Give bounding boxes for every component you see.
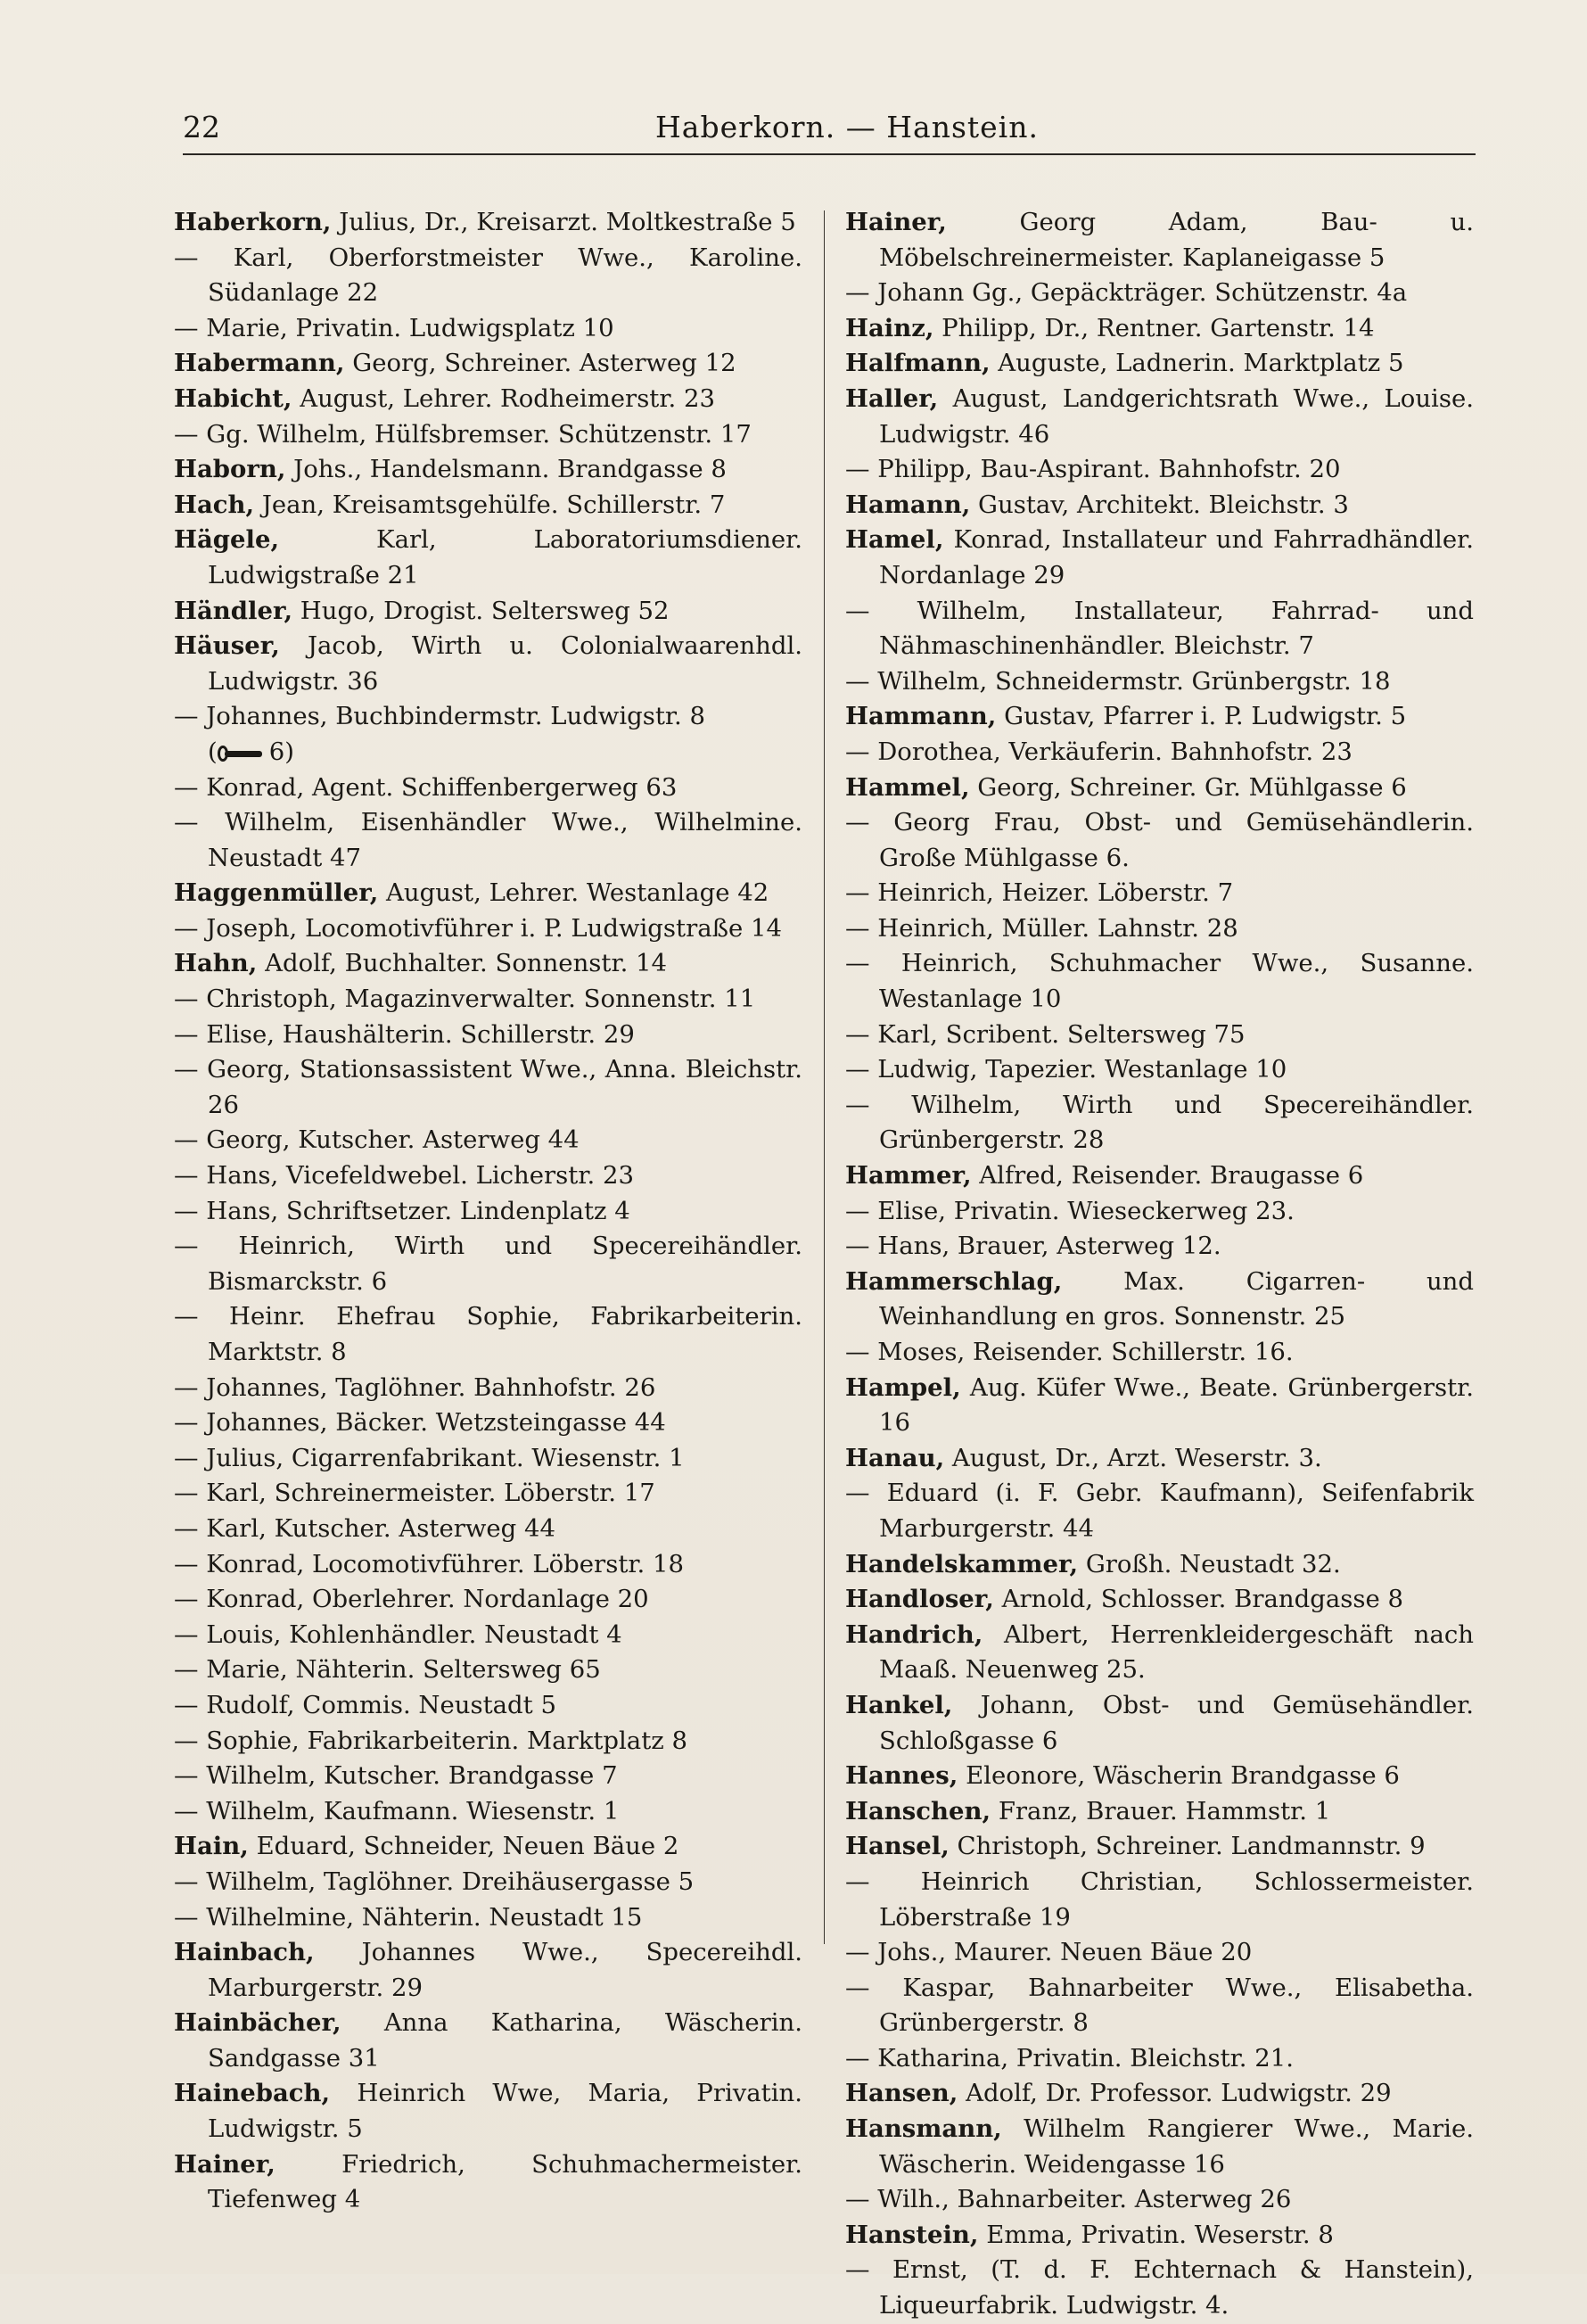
entry-details: — Johannes, Bäcker. Wetzsteingasse 44 bbox=[174, 1408, 666, 1438]
entry-details: — Ernst, (T. d. F. Echternach & Hanstein), Liqueurfabrik. Ludwigstr. 4. bbox=[845, 2255, 1474, 2320]
entry-surname: Hammel, bbox=[845, 772, 970, 802]
entry-details: August, Landgerichtsrath Wwe., Louise. Ludwigstr. 46 bbox=[879, 383, 1474, 449]
entry-surname: Hansel, bbox=[845, 1832, 950, 1861]
entry-details: — Marie, Privatin. Ludwigsplatz 10 bbox=[174, 313, 614, 342]
directory-entry bbox=[174, 241, 802, 311]
entry-details: Johs., Handelsmann. Brandgasse 8 bbox=[285, 455, 727, 484]
entry-details: — Moses, Reisender. Schillerstr. 16. bbox=[845, 1338, 1294, 1366]
directory-entry bbox=[174, 982, 802, 1018]
entry-details: — Elise, Haushälterin. Schillerstr. 29 bbox=[174, 1019, 635, 1049]
directory-entry bbox=[174, 1618, 802, 1653]
entry-surname: Haborn, bbox=[174, 455, 286, 484]
entry-details: Gustav, Architekt. Bleichstr. 3 bbox=[970, 490, 1349, 519]
directory-entry bbox=[174, 805, 802, 876]
entry-surname: Hannes, bbox=[845, 1761, 958, 1791]
directory-entry bbox=[845, 1618, 1474, 1688]
entry-details: Adolf, Buchhalter. Sonnenstr. 14 bbox=[257, 949, 668, 978]
directory-entry bbox=[174, 1900, 802, 1936]
entry-details: — Johann Gg., Gepäckträger. Schützenstr. 4a bbox=[845, 278, 1408, 308]
entry-surname: Hanau, bbox=[845, 1443, 945, 1472]
directory-entry bbox=[845, 1052, 1474, 1088]
directory-entry bbox=[845, 1688, 1474, 1759]
directory-entry bbox=[174, 523, 802, 593]
directory-entry bbox=[845, 805, 1474, 876]
directory-entry bbox=[845, 1018, 1474, 1053]
entry-details: Gustav, Pfarrer i. P. Ludwigstr. 5 bbox=[996, 702, 1407, 731]
page-number: 22 bbox=[183, 110, 220, 144]
directory-entry bbox=[174, 382, 802, 417]
entry-details: — Sophie, Fabrikarbeiterin. Marktplatz 8 bbox=[174, 1726, 687, 1755]
entry-details: — Karl, Schreinermeister. Löberstr. 17 bbox=[174, 1479, 655, 1508]
directory-entry bbox=[174, 1724, 802, 1759]
entry-surname: Hainbächer, bbox=[174, 2008, 341, 2038]
entry-details: — Wilhelm, Eisenhändler Wwe., Wilhelmine. Neustadt 47 bbox=[174, 808, 802, 872]
page-header bbox=[183, 103, 1476, 156]
entry-details: — Hans, Schriftsetzer. Lindenplatz 4 bbox=[174, 1196, 630, 1225]
directory-entry bbox=[174, 1018, 802, 1053]
entry-surname: Häuser, bbox=[174, 631, 280, 661]
entry-details: — Katharina, Privatin. Bleichstr. 21. bbox=[845, 2043, 1294, 2073]
entry-surname: Hankel, bbox=[845, 1690, 953, 1719]
entry-surname: Handloser, bbox=[845, 1585, 994, 1614]
entry-details: Julius, Dr., Kreisarzt. Moltkestraße 5 bbox=[331, 208, 796, 236]
directory-entry bbox=[845, 1335, 1474, 1371]
entry-details: August, Lehrer. Westanlage 42 bbox=[378, 878, 769, 908]
entry-details: Philipp, Dr., Rentner. Gartenstr. 14 bbox=[933, 313, 1375, 342]
directory-entry bbox=[845, 876, 1474, 911]
entry-details: — Konrad, Oberlehrer. Nordanlage 20 bbox=[174, 1585, 649, 1614]
entry-details: August, Dr., Arzt. Weserstr. 3. bbox=[944, 1443, 1322, 1472]
entry-surname: Habicht, bbox=[174, 383, 292, 413]
directory-entry bbox=[174, 1582, 802, 1618]
entry-details: Aug. Küfer Wwe., Beate. Grünbergerstr. 16 bbox=[879, 1372, 1474, 1438]
directory-entry bbox=[845, 735, 1474, 771]
entry-details: — Wilhelm, Wirth und Specereihändler. Grünbergerstr. 28 bbox=[845, 1090, 1474, 1155]
entry-surname: Hain, bbox=[174, 1832, 249, 1861]
right-column bbox=[845, 205, 1474, 2324]
directory-entry bbox=[845, 911, 1474, 947]
entry-surname: Hansen, bbox=[845, 2079, 958, 2108]
entry-details: Jean, Kreisamtsgehülfe. Schillerstr. 7 bbox=[254, 490, 726, 519]
directory-entry bbox=[845, 946, 1474, 1017]
directory-entry bbox=[845, 1158, 1474, 1194]
entry-details: — Eduard (i. F. Gebr. Kaufmann), Seifenfabrik Marburgerstr. 44 bbox=[845, 1479, 1474, 1543]
directory-entry: — Johannes, Buchbindermstr. Ludwigstr. 8 ( 6) bbox=[174, 702, 706, 766]
directory-entry bbox=[174, 2147, 802, 2218]
telephone-number: 6) bbox=[268, 737, 294, 766]
directory-entry bbox=[845, 1476, 1474, 1546]
entry-details: — Hans, Brauer, Asterweg 12. bbox=[845, 1232, 1221, 1261]
entry-surname: Hainbach, bbox=[174, 1938, 315, 1967]
entry-surname: Hanschen, bbox=[845, 1796, 991, 1825]
entry-details: — Wilhelm, Kaufmann. Wiesenstr. 1 bbox=[174, 1796, 620, 1825]
entry-details: Wilhelm Rangierer Wwe., Marie. Wäscherin. Weidengasse 16 bbox=[879, 2114, 1474, 2179]
entry-surname: Habermann, bbox=[174, 349, 345, 378]
directory-entry bbox=[174, 2006, 802, 2076]
entry-details: Max. Cigarren- und Weinhandlung en gros. Sonnenstr. 25 bbox=[879, 1266, 1474, 1331]
entry-details: Eduard, Schneider, Neuen Bäue 2 bbox=[248, 1832, 679, 1861]
entry-details: — Elise, Privatin. Wieseckerweg 23. bbox=[845, 1196, 1295, 1225]
entry-surname: Hahn, bbox=[174, 949, 258, 978]
directory-entry bbox=[845, 1759, 1474, 1794]
entry-details: — Christoph, Magazinverwalter. Sonnenstr. 11 bbox=[174, 985, 756, 1014]
running-head: Haberkorn. — Hanstein. bbox=[655, 110, 1039, 144]
directory-entry bbox=[174, 1052, 802, 1123]
directory-entry bbox=[174, 1652, 802, 1688]
directory-entry bbox=[174, 1547, 802, 1583]
directory-entry bbox=[845, 1547, 1474, 1583]
directory-entry bbox=[174, 311, 802, 347]
directory-entry bbox=[174, 594, 802, 630]
directory-entry bbox=[845, 2253, 1474, 2323]
directory-entry bbox=[174, 876, 802, 911]
directory-entry bbox=[174, 1865, 802, 1900]
entry-details: — Heinrich, Müller. Lahnstr. 28 bbox=[845, 913, 1238, 943]
entry-details: Adolf, Dr. Professor. Ludwigstr. 29 bbox=[958, 2079, 1392, 2108]
entry-details: Georg, Schreiner. Gr. Mühlgasse 6 bbox=[969, 772, 1407, 802]
entry-details: — Heinrich Christian, Schlossermeister. Löberstraße 19 bbox=[845, 1867, 1474, 1932]
directory-entry bbox=[174, 1759, 802, 1794]
entry-surname: Hainz, bbox=[845, 313, 934, 342]
directory-entry bbox=[845, 1441, 1474, 1477]
entry-details: — Ludwig, Tapezier. Westanlage 10 bbox=[845, 1055, 1287, 1084]
entry-details: Johannes Wwe., Specereihdl. Marburgerstr. 29 bbox=[208, 1938, 802, 2002]
entry-details: — Karl, Scribent. Seltersweg 75 bbox=[845, 1019, 1246, 1049]
entry-details: — Wilhelm, Taglöhner. Dreihäusergasse 5 bbox=[174, 1867, 695, 1896]
entry-details: Franz, Brauer. Hammstr. 1 bbox=[991, 1796, 1331, 1825]
entry-details: — Rudolf, Commis. Neustadt 5 bbox=[174, 1690, 556, 1719]
directory-entry bbox=[845, 205, 1474, 276]
entry-surname: Hainer, bbox=[845, 208, 947, 236]
entry-details: Alfred, Reisender. Braugasse 6 bbox=[971, 1161, 1364, 1191]
directory-entry bbox=[845, 1794, 1474, 1830]
directory-entry bbox=[174, 1123, 802, 1158]
entry-details: Georg Adam, Bau- u. Möbelschreinermeister. Kaplaneigasse 5 bbox=[879, 208, 1474, 272]
directory-entry bbox=[174, 417, 802, 453]
directory-entry bbox=[174, 346, 802, 382]
directory-entry bbox=[845, 452, 1474, 488]
entry-details: — Georg Frau, Obst- und Gemüsehändlerin. Große Mühlgasse 6. bbox=[845, 808, 1474, 872]
directory-entry bbox=[174, 2076, 802, 2147]
entry-details: — Johs., Maurer. Neuen Bäue 20 bbox=[845, 1938, 1253, 1967]
directory-entry bbox=[845, 2218, 1474, 2254]
entry-details: — Wilhelm, Installateur, Fahrrad- und Nähmaschinenhändler. Bleichstr. 7 bbox=[845, 596, 1474, 661]
directory-entry bbox=[845, 1829, 1474, 1865]
entry-details: — Johannes, Buchbindermstr. Ludwigstr. 8 bbox=[174, 702, 706, 731]
entry-details: — Heinrich, Heizer. Löberstr. 7 bbox=[845, 878, 1234, 908]
directory-entry bbox=[845, 276, 1474, 311]
directory-entry bbox=[845, 664, 1474, 700]
directory-entry bbox=[845, 1088, 1474, 1158]
directory-entry bbox=[174, 1476, 802, 1512]
entry-surname: Hammann, bbox=[845, 702, 997, 731]
telephone-icon bbox=[218, 746, 264, 762]
left-column bbox=[174, 205, 802, 2218]
directory-entry bbox=[174, 1194, 802, 1230]
directory-entry bbox=[174, 488, 802, 523]
directory-entry bbox=[845, 1582, 1474, 1618]
entry-details: — Kaspar, Bahnarbeiter Wwe., Elisabetha. Grünbergerstr. 8 bbox=[845, 1973, 1474, 2038]
entry-details: — Karl, Oberforstmeister Wwe., Karoline. Südanlage 22 bbox=[174, 243, 802, 308]
entry-surname: Haller, bbox=[845, 383, 939, 413]
directory-entry bbox=[174, 911, 802, 947]
entry-details: Anna Katharina, Wäscherin. Sandgasse 31 bbox=[208, 2008, 802, 2073]
directory-entry bbox=[174, 1229, 802, 1299]
entry-details: Friedrich, Schuhmachermeister. Tiefenweg 4 bbox=[208, 2149, 802, 2214]
entry-details: Konrad, Installateur und Fahrradhändler. Nordanlage 29 bbox=[879, 525, 1474, 589]
column-divider bbox=[824, 210, 825, 1944]
entry-details: — Konrad, Agent. Schiffenbergerweg 63 bbox=[174, 772, 678, 802]
entry-details: Emma, Privatin. Weserstr. 8 bbox=[978, 2220, 1334, 2249]
entry-details: Christoph, Schreiner. Landmannstr. 9 bbox=[949, 1832, 1426, 1861]
directory-entry bbox=[174, 452, 802, 488]
entry-surname: Hampel, bbox=[845, 1372, 961, 1402]
entry-surname: Haberkorn, bbox=[174, 208, 332, 236]
directory-entry bbox=[845, 699, 1474, 735]
directory-entry bbox=[845, 346, 1474, 382]
directory-entry bbox=[845, 2076, 1474, 2112]
entry-details: Eleonore, Wäscherin Brandgasse 6 bbox=[958, 1761, 1400, 1791]
entry-surname: Halfmann, bbox=[845, 349, 991, 378]
directory-entry bbox=[174, 1405, 802, 1441]
directory-entry bbox=[174, 1299, 802, 1370]
entry-details: — Wilh., Bahnarbeiter. Asterweg 26 bbox=[845, 2185, 1292, 2214]
entry-surname: Hamann, bbox=[845, 490, 971, 519]
directory-entry bbox=[174, 1688, 802, 1724]
entry-details: August, Lehrer. Rodheimerstr. 23 bbox=[292, 383, 715, 413]
entry-details: — Hans, Vicefeldwebel. Licherstr. 23 bbox=[174, 1161, 634, 1191]
entry-details: — Konrad, Locomotivführer. Löberstr. 18 bbox=[174, 1549, 684, 1578]
directory-entry bbox=[845, 1371, 1474, 1441]
entry-surname: Handrich, bbox=[845, 1619, 983, 1649]
directory-entry bbox=[174, 1512, 802, 1547]
entry-details: Georg, Schreiner. Asterweg 12 bbox=[344, 349, 736, 378]
entry-details: Johann, Obst- und Gemüsehändler. Schloßgasse 6 bbox=[879, 1690, 1474, 1755]
entry-details: Karl, Laboratoriumsdiener. Ludwigstraße 21 bbox=[208, 525, 802, 589]
directory-entry bbox=[845, 1935, 1474, 1971]
entry-details: — Wilhelmine, Nähterin. Neustadt 15 bbox=[174, 1902, 643, 1932]
entry-details: — Karl, Kutscher. Asterweg 44 bbox=[174, 1513, 556, 1543]
directory-entry bbox=[845, 1971, 1474, 2041]
directory-entry bbox=[174, 1371, 802, 1406]
entry-details: Großh. Neustadt 32. bbox=[1078, 1549, 1341, 1578]
entry-surname: Handelskammer, bbox=[845, 1549, 1079, 1578]
entry-surname: Hammer, bbox=[845, 1161, 972, 1191]
entry-details: — Louis, Kohlenhändler. Neustadt 4 bbox=[174, 1619, 622, 1649]
directory-entry bbox=[845, 1194, 1474, 1230]
entry-surname: Hamel, bbox=[845, 525, 944, 555]
directory-entry bbox=[174, 1829, 802, 1865]
directory-entry bbox=[845, 2112, 1474, 2182]
entry-details: — Heinrich, Schuhmacher Wwe., Susanne. Westanlage 10 bbox=[845, 949, 1474, 1014]
entry-details: Heinrich Wwe, Maria, Privatin. Ludwigstr. 5 bbox=[208, 2079, 802, 2144]
entry-details: Jacob, Wirth u. Colonialwaarenhdl. Ludwigstr. 36 bbox=[208, 631, 802, 696]
entry-details: — Heinrich, Wirth und Specereihändler. Bismarckstr. 6 bbox=[174, 1232, 802, 1296]
entry-details: — Marie, Nähterin. Seltersweg 65 bbox=[174, 1655, 601, 1685]
directory-entry bbox=[845, 771, 1474, 806]
entry-details: Albert, Herrenkleidergeschäft nach Maaß. Neuenweg 25. bbox=[879, 1619, 1474, 1685]
directory-entry bbox=[845, 594, 1474, 664]
directory-entry bbox=[845, 1229, 1474, 1265]
directory-entry bbox=[174, 771, 802, 806]
entry-surname: Hainebach, bbox=[174, 2079, 331, 2108]
directory-entry bbox=[174, 1441, 802, 1477]
entry-surname: Hach, bbox=[174, 490, 255, 519]
entry-surname: Hammerschlag, bbox=[845, 1266, 1063, 1296]
entry-surname: Hanstein, bbox=[845, 2220, 979, 2249]
directory-entry bbox=[845, 488, 1474, 523]
directory-entry bbox=[845, 1265, 1474, 1335]
entry-details: — Georg, Kutscher. Asterweg 44 bbox=[174, 1125, 580, 1155]
entry-details: Arnold, Schlosser. Brandgasse 8 bbox=[993, 1585, 1403, 1614]
directory-entry bbox=[845, 311, 1474, 347]
entry-details: — Joseph, Locomotivführer i. P. Ludwigstraße 14 bbox=[174, 913, 782, 943]
entry-details: — Philipp, Bau-Aspirant. Bahnhofstr. 20 bbox=[845, 455, 1341, 484]
directory-entry bbox=[845, 2182, 1474, 2218]
directory-entry bbox=[174, 1794, 802, 1830]
entry-details: Auguste, Ladnerin. Marktplatz 5 bbox=[990, 349, 1404, 378]
directory-entry bbox=[845, 523, 1474, 593]
entry-details: — Gg. Wilhelm, Hülfsbremser. Schützenstr. 17 bbox=[174, 419, 752, 449]
directory-entry bbox=[845, 382, 1474, 452]
entry-details: — Julius, Cigarrenfabrikant. Wiesenstr. 1 bbox=[174, 1443, 685, 1472]
entry-surname: Hainer, bbox=[174, 2149, 275, 2179]
entry-details: — Johannes, Taglöhner. Bahnhofstr. 26 bbox=[174, 1372, 656, 1402]
directory-entry bbox=[174, 946, 802, 982]
directory-entry bbox=[845, 1865, 1474, 1935]
entry-surname: Haggenmüller, bbox=[174, 878, 379, 908]
header-rule bbox=[183, 153, 1476, 155]
entry-details: — Dorothea, Verkäuferin. Bahnhofstr. 23 bbox=[845, 737, 1353, 766]
entry-surname: Händler, bbox=[174, 596, 293, 625]
directory-entry bbox=[174, 1935, 802, 2006]
directory-entry bbox=[174, 629, 802, 699]
entry-surname: Hägele, bbox=[174, 525, 280, 555]
entry-details: — Georg, Stationsassistent Wwe., Anna. Bleichstr. 26 bbox=[174, 1055, 802, 1119]
entry-surname: Hansmann, bbox=[845, 2114, 1002, 2144]
directory-entry bbox=[174, 205, 802, 241]
directory-entry bbox=[845, 2041, 1474, 2077]
entry-details: Hugo, Drogist. Seltersweg 52 bbox=[292, 596, 670, 625]
directory-entry bbox=[174, 1158, 802, 1194]
entry-details: — Wilhelm, Schneidermstr. Grünbergstr. 18 bbox=[845, 666, 1391, 696]
entry-details: — Heinr. Ehefrau Sophie, Fabrikarbeiterin. Marktstr. 8 bbox=[174, 1302, 802, 1366]
entry-details: — Wilhelm, Kutscher. Brandgasse 7 bbox=[174, 1761, 618, 1791]
